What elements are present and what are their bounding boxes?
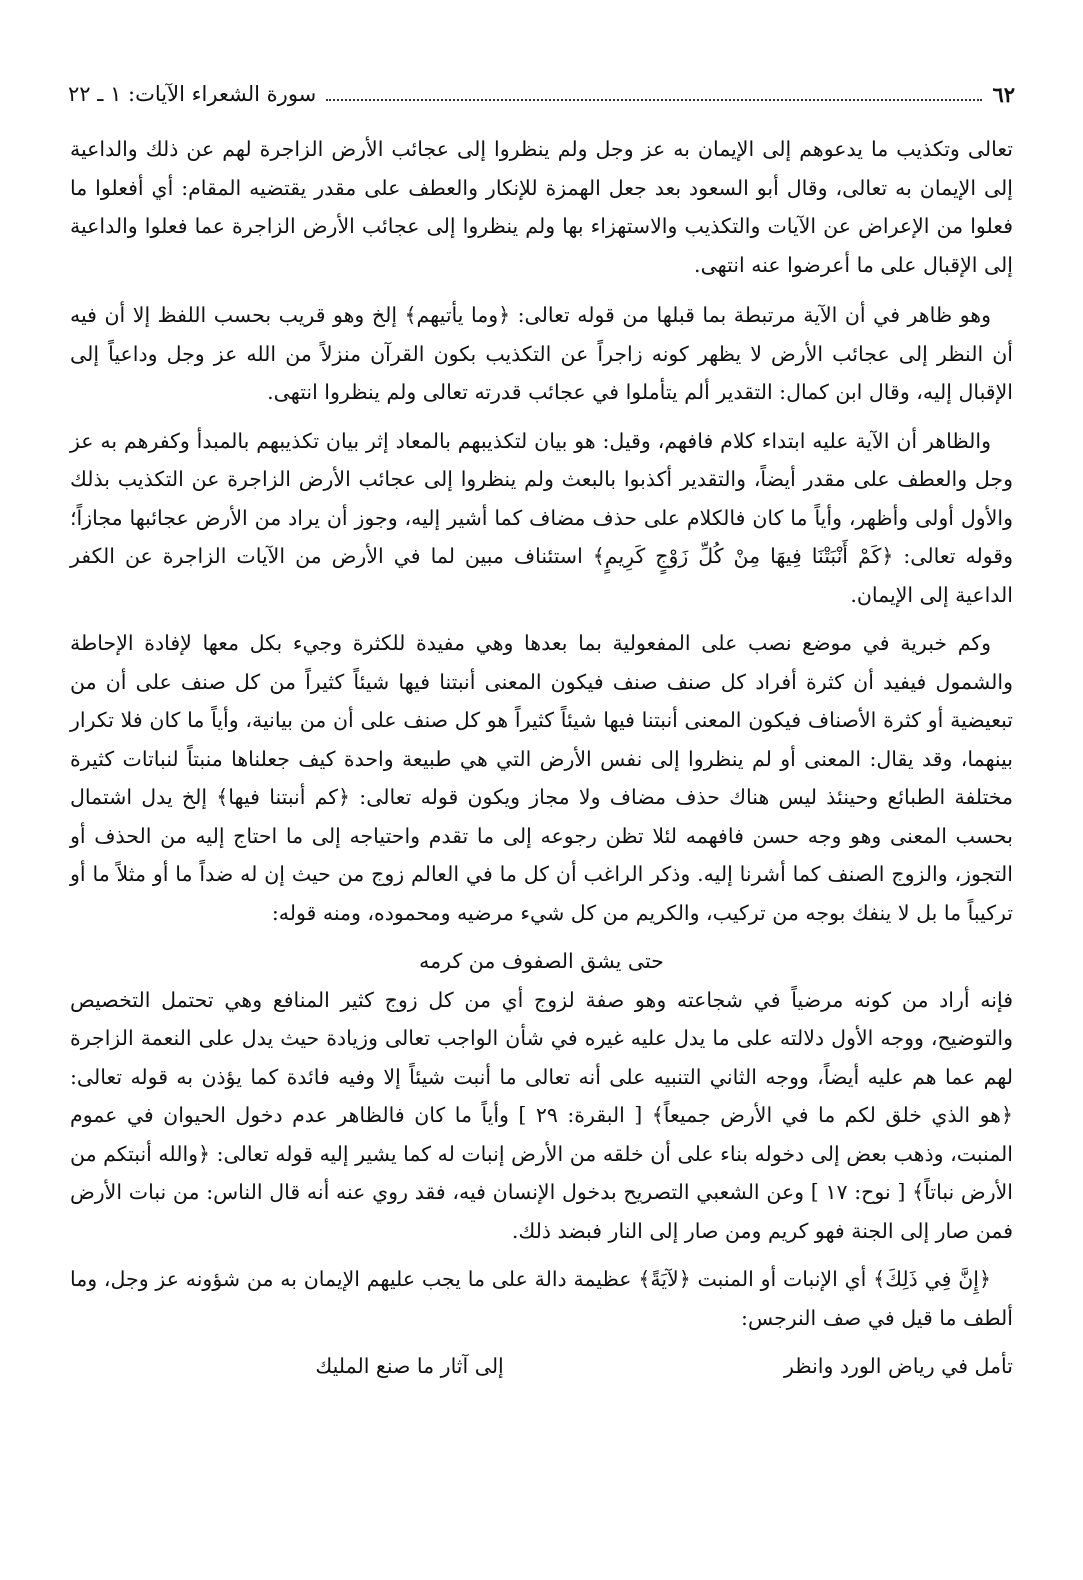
page-header <box>68 76 1015 112</box>
verse-second-hemistich: إلى آثار ما صنع المليك <box>315 1354 504 1378</box>
page-number: ٦٢ <box>992 81 1015 107</box>
paragraph: وكم خبرية في موضع نصب على المفعولية بما بعدها وهي مفيدة للكثرة وجيء بكل معها لإفادة الإحاطة والشمول فيفيد أن كثرة أفراد كل صنف صنف فيكون المعنى أنبتنا فيها شيئاً كثيراً من كل صنف على أن من تبعيضية أو كثرة الأصناف فيكون المعنى أنبتنا فيها شيئاً كثيراً هو كل صنف على أن من بيانية، وأياً ما كان فلا تكرار بينهما، وقد يقال: المعنى أو لم ينظروا إلى نفس الأرض التي هي طبيعة واحدة كيف جعلناها منبتاً لنباتات كثيرة مختلفة الطبائع وحينئذ ليس هناك حذف مضاف ولا مجاز ويكون قوله تعالى: ﴿كم أنبتنا فيها﴾ إلخ يدل اشتمال بحسب المعنى وهو وجه حسن فافهمه لئلا تظن رجوعه إلى ما تقدم واحتياجه إلى ما احتاج إليه من الحذف أو التجوز، والزوج الصنف كما أشرنا إليه. وذكر الراغب أن كل ما في العالم زوج من حيث إن له ضداً ما أو مثلاً ما أو تركيباً ما بل لا ينفك بوجه من تركيب، والكريم من كل شيء مرضيه ومحموده، ومنه قوله: <box>70 631 1013 925</box>
poetry-verse: حتى يشق الصفوف من كرمه <box>419 949 664 973</box>
poetry-couplet <box>70 1347 1013 1386</box>
paragraph: والظاهر أن الآية عليه ابتداء كلام فافهم، وقيل: هو بيان لتكذيبهم بالمعاد إثر بيان تكذيبهم بالمبدأ وكفرهم به عز وجل والعطف على مقدر أيضاً، والتقدير أكذبوا بالبعث ولم ينظروا إلى عجائب الأرض الزاجرة عن التكذيب بذلك والأول أولى وأظهر، وأياً ما كان فالكلام على حذف مضاف كما أشير إليه، وجوز أن يراد من الأرض عجائبها مجازاً؛ وقوله تعالى: ﴿كَمْ أَنْبَتْنَا فِيهَا مِنْ كُلِّ زَوْجٍ كَرِيمٍ﴾ استئناف مبين لما في الأرض من الآيات الزاجرة عن الكفر الداعية إلى الإيمان. <box>70 428 1013 607</box>
running-title: سورة الشعراء الآيات: ١ ـ ٢٢ <box>68 82 317 106</box>
paragraph: وهو ظاهر في أن الآية مرتبطة بما قبلها من قوله تعالى: ﴿وما يأتيهم﴾ إلخ وهو قريب بحسب اللفظ إلا أن فيه أن النظر إلى عجائب الأرض لا يظهر كونه زاجراً عن التكذيب بكون القرآن منزلاً من الله عز وجل وداعياً إلى الإقبال إليه، وقال ابن كمال: التقدير ألم يتأملوا في عجائب قدرته تعالى ولم ينظروا انتهى. <box>70 303 1013 404</box>
body-text <box>70 130 1013 1386</box>
paragraph: ﴿إِنَّ فِي ذَلِكَ﴾ أي الإنبات أو المنبت ﴿لآيَةً﴾ عظيمة دالة على ما يجب عليهم الإيمان به من شؤونه عز وجل، وما ألطف ما قيل في صف النرجس: <box>70 1267 1013 1330</box>
paragraph: فإنه أراد من كونه مرضياً في شجاعته وهو صفة لزوج أي من كل زوج كثير المنافع وهي تحتمل التخصيص والتوضيح، ووجه الأول دلالته على ما يدل عليه غيره في شأن الواجب تعالى وزيادة حيث يدل على النعمة الزاجرة لهم عما هم عليه أيضاً، ووجه الثاني التنبيه على أنه تعالى ما أنبت شيئاً إلا وفيه فائدة كما يؤذن به قوله تعالى: ﴿هو الذي خلق لكم ما في الأرض جميعاً﴾ [ البقرة: ٢٩ ] وأياً ما كان فالظاهر عدم دخول الحيوان في عموم المنبت، وذهب بعض إلى دخوله بناء على أن خلقه من الأرض إنبات له كما يشير إليه قوله تعالى: ﴿والله أنبتكم من الأرض نباتاً﴾ [ نوح: ١٧ ] وعن الشعبي التصريح بدخول الإنسان فيه، فقد روي عنه أنه قال الناس: من نبات الأرض فمن صار إلى الجنة فهو كريم ومن صار إلى النار فبضد ذلك. <box>70 987 1014 1243</box>
verse-first-hemistich: تأمل في رياض الورد وانظر <box>783 1354 1013 1378</box>
paragraph: تعالى وتكذيب ما يدعوهم إلى الإيمان به عز وجل ولم ينظروا إلى عجائب الأرض الزاجرة لهم عن ذلك والداعية إلى الإيمان به تعالى، وقال أبو السعود بعد جعل الهمزة للإنكار والعطف على مقدر يقتضيه المقام: أي أفعلوا ما فعلوا من الإعراض عن الآيات والتكذيب والاستهزاء بها ولم ينظروا إلى عجائب الأرض الزاجرة عما فعلوا والداعية إلى الإقبال على ما أعرضوا عنه انتهى. <box>70 137 1013 277</box>
header-dot-leader <box>326 99 982 101</box>
